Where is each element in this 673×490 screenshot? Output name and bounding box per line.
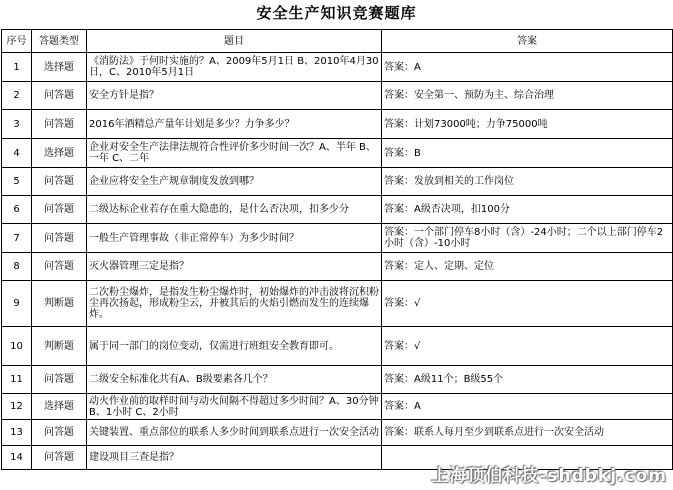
table-row xyxy=(2,139,673,168)
table-row xyxy=(2,327,673,366)
header-answer: 答案 xyxy=(382,30,673,53)
row-number: 13 xyxy=(2,420,32,446)
table-row xyxy=(2,253,673,281)
table-row xyxy=(2,281,673,327)
question-type: 选择题 xyxy=(32,139,87,168)
answer-text: 答案：定人、定期、定位 xyxy=(382,253,673,281)
row-number: 6 xyxy=(2,196,32,224)
row-number: 2 xyxy=(2,82,32,110)
row-number: 14 xyxy=(2,446,32,470)
row-number: 10 xyxy=(2,327,32,366)
header-number: 序号 xyxy=(2,30,32,53)
question-type: 问答题 xyxy=(32,420,87,446)
question-text: 一般生产管理事故（非正常停车）为多少时间？ xyxy=(87,224,382,253)
table-row xyxy=(2,366,673,394)
table-header-row xyxy=(2,30,673,53)
row-number: 1 xyxy=(2,53,32,82)
row-number: 11 xyxy=(2,366,32,394)
answer-text: 答案：√ xyxy=(382,281,673,327)
question-bank-table xyxy=(1,29,673,470)
row-number: 4 xyxy=(2,139,32,168)
question-type: 问答题 xyxy=(32,196,87,224)
table-row xyxy=(2,224,673,253)
answer-text: 答案：安全第一、预防为主、综合治理 xyxy=(382,82,673,110)
question-text: 二次粉尘爆炸，是指发生粉尘爆炸时，初始爆炸的冲击波将沉积粉尘再次扬起，形成粉尘云，并被其后的火焰引燃而发生的连续爆炸。 xyxy=(87,281,382,327)
question-text: 灭火器管理三定是指？ xyxy=(87,253,382,281)
table-row xyxy=(2,196,673,224)
answer-text: 答案：一个部门停车8小时（含）-24小时；二个以上部门停车2小时（含）-10小时 xyxy=(382,224,673,253)
answer-text: 答案：A级11个；B级55个 xyxy=(382,366,673,394)
question-text: 建设项目三查是指？ xyxy=(87,446,382,470)
question-type: 问答题 xyxy=(32,253,87,281)
table-body xyxy=(2,53,673,470)
question-type: 问答题 xyxy=(32,168,87,196)
question-text: 企业应将安全生产规章制度发放到哪？ xyxy=(87,168,382,196)
question-type: 问答题 xyxy=(32,110,87,139)
watermark: 上海顶伯科技-shdbkj.com xyxy=(431,466,667,486)
question-type: 选择题 xyxy=(32,53,87,82)
row-number: 8 xyxy=(2,253,32,281)
question-type: 问答题 xyxy=(32,446,87,470)
question-text: 属于同一部门的岗位变动，仅需进行班组安全教育即可。 xyxy=(87,327,382,366)
table-row xyxy=(2,110,673,139)
question-type: 判断题 xyxy=(32,327,87,366)
answer-text: 答案：计划73000吨；力争75000吨 xyxy=(382,110,673,139)
header-question: 题目 xyxy=(87,30,382,53)
question-text: 企业对安全生产法律法规符合性评价多少时间一次？A、半年 B、一年 C、二年 xyxy=(87,139,382,168)
answer-text: 答案：发放到相关的工作岗位 xyxy=(382,168,673,196)
question-text: 《消防法》于何时实施的？A、2009年5月1日 B、2010年4月30日，C、2010年5月1日 xyxy=(87,53,382,82)
question-text: 二级达标企业若存在重大隐患的，是什么否决项，扣多少分 xyxy=(87,196,382,224)
question-type: 选择题 xyxy=(32,394,87,420)
answer-text: 答案：B xyxy=(382,139,673,168)
table-row xyxy=(2,53,673,82)
question-text: 安全方针是指？ xyxy=(87,82,382,110)
answer-text: 答案：A xyxy=(382,394,673,420)
question-text: 2016年酒精总产量年计划是多少？力争多少？ xyxy=(87,110,382,139)
row-number: 3 xyxy=(2,110,32,139)
answer-text: 答案：联系人每月至少到联系点进行一次安全活动 xyxy=(382,420,673,446)
row-number: 9 xyxy=(2,281,32,327)
question-text: 动火作业前的取样时间与动火间隔不得超过多少时间？A、30分钟 B、1小时 C、2小时 xyxy=(87,394,382,420)
question-text: 二级安全标准化共有A、B级要素各几个？ xyxy=(87,366,382,394)
question-type: 问答题 xyxy=(32,366,87,394)
table-row xyxy=(2,82,673,110)
table-row xyxy=(2,168,673,196)
header-type: 答题类型 xyxy=(32,30,87,53)
page-title: 安全生产知识竞赛题库 xyxy=(256,4,417,22)
answer-text: 答案：A xyxy=(382,53,673,82)
question-type: 问答题 xyxy=(32,82,87,110)
question-text: 关键装置、重点部位的联系人多少时间到联系点进行一次安全活动 xyxy=(87,420,382,446)
question-type: 判断题 xyxy=(32,281,87,327)
row-number: 7 xyxy=(2,224,32,253)
table-row xyxy=(2,420,673,446)
answer-text: 答案：√ xyxy=(382,327,673,366)
answer-text: 答案：A级否决项，扣100分 xyxy=(382,196,673,224)
row-number: 12 xyxy=(2,394,32,420)
question-type: 问答题 xyxy=(32,224,87,253)
row-number: 5 xyxy=(2,168,32,196)
table-row xyxy=(2,394,673,420)
